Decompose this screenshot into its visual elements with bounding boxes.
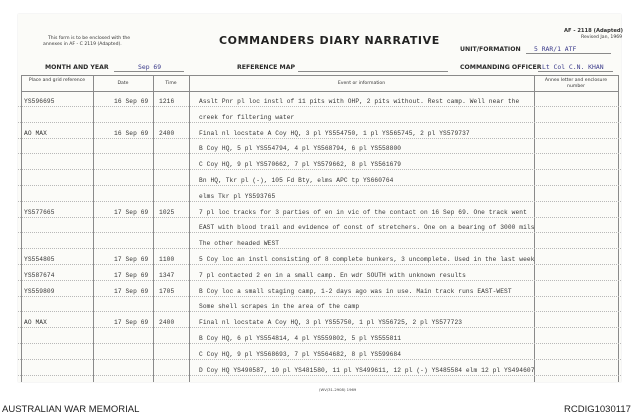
row-rule (18, 327, 621, 328)
row-event: 7 pl loc tracks for 3 parties of en in vic of the contact on 16 Sep 69. One track went (199, 208, 527, 216)
row-event: EAST with blood trail and evidence of const of stretchers. One on a bearing of 3000 mils (199, 224, 535, 232)
row-rule (18, 138, 621, 139)
footer-record-id: RCDIG1030117 (564, 404, 631, 415)
month-value: Sep 69 (138, 63, 162, 71)
month-label: MONTH AND YEAR (45, 64, 109, 71)
row-place: AO MAX (24, 319, 47, 327)
row-place: YS559809 (24, 287, 55, 295)
row-place: YS554805 (24, 256, 55, 263)
unit-label: UNIT/FORMATION (460, 46, 521, 53)
refmap-label: REFERENCE MAP (237, 64, 296, 71)
row-rule (18, 359, 621, 360)
col-header-date: Date (117, 81, 129, 86)
row-date: 17 Sep 69 (114, 319, 149, 327)
col-header-annex: Annex letter and enclosure number (544, 78, 608, 89)
row-time: 1705 (159, 287, 175, 295)
row-date: 17 Sep 69 (114, 256, 149, 263)
table-header-rule (21, 91, 618, 92)
unit-value: 5 RAR/1 ATF (534, 45, 577, 53)
row-date: 16 Sep 69 (114, 129, 149, 137)
officer-value: Lt Col C.N. KHAN (542, 63, 604, 71)
row-event: Bn HQ, Tkr pl (-), 105 Fd Bty, elms APC tp YS660764 (199, 177, 394, 184)
form-note-line1: This form is to be enclosed with the (48, 36, 131, 41)
form-note-line2: annexes in AF - C 2119 (Adapted). (43, 42, 122, 47)
row-rule (18, 122, 621, 123)
row-date: 17 Sep 69 (114, 208, 149, 216)
row-event: B Coy loc a small staging camp, 1-2 days ago was in use. Main track runs EAST-WEST (199, 287, 512, 295)
row-time: 1347 (159, 271, 175, 279)
row-rule (18, 201, 621, 202)
table-top-rule (21, 75, 618, 76)
col-header-time: Time (165, 81, 177, 86)
refmap-underline (298, 71, 448, 72)
row-time: 2400 (159, 319, 175, 327)
unit-underline (526, 53, 611, 54)
month-underline (114, 71, 184, 72)
row-event: C Coy HQ, 9 pl YS570662, 7 pl YS579662, 8 pl YS561679 (199, 161, 402, 169)
row-rule (18, 375, 621, 376)
row-event: The other headed WEST (199, 240, 280, 248)
row-time: 1025 (159, 208, 175, 216)
row-place: YS596695 (24, 98, 55, 105)
row-rule (18, 232, 621, 233)
row-rule (18, 248, 621, 249)
row-event: B Coy HQ, 6 pl YS554814, 4 pl YS559802, 5 pl YS555811 (199, 335, 402, 342)
row-event: Some shell scrapes in the area of the camp (199, 303, 360, 311)
row-place: YS587674 (24, 271, 55, 279)
row-rule (18, 106, 621, 107)
print-stamp: (WV/31-2908) 1969 (319, 387, 357, 392)
page-title: COMMANDERS DIARY NARRATIVE (219, 34, 440, 47)
row-rule (18, 217, 621, 218)
row-time: 1100 (159, 256, 175, 263)
row-event: elms Tkr pl YS593765 (199, 192, 276, 200)
row-event: B Coy HQ, 5 pl YS554794, 4 pl YS568794, 6 pl YS558800 (199, 145, 402, 153)
row-rule (18, 280, 621, 281)
row-rule (18, 296, 621, 297)
row-event: 7 pl contacted 2 en in a small camp. En wdr SOUTH with unknown results (199, 271, 466, 279)
row-event: Final nl locstate A Coy HQ, 3 pl YS55750, 1 pl YS56725, 2 pl YS577723 (199, 319, 463, 327)
row-event: C Coy HQ, 9 pl YS568693, 7 pl YS564682, 8 pl YS599684 (199, 350, 402, 358)
col-header-events: Event or information (337, 81, 386, 86)
row-event: creek for filtering water (199, 113, 295, 121)
form-revised: Revised Jan, 1969 (581, 35, 623, 40)
row-time: 1216 (159, 98, 175, 105)
footer-source: AUSTRALIAN WAR MEMORIAL (2, 404, 140, 415)
col-header-place: Place and grid reference (28, 78, 86, 83)
row-rule (18, 311, 621, 312)
row-rule (18, 343, 621, 344)
row-event: Asslt Pnr pl loc instl of 11 pits with OHP, 2 pits without. Rest camp. Well near the (199, 98, 520, 105)
row-place: YS577665 (24, 208, 55, 216)
officer-underline (538, 71, 613, 72)
row-event: D Coy HQ YS490587, 10 pl YS481580, 11 pl YS499611, 12 pl (-) YS485584 elm 12 pl YS494607 (199, 366, 535, 374)
form-id: AF - 2118 (Adapted) (564, 28, 623, 34)
row-date: 16 Sep 69 (114, 98, 149, 105)
row-event: 5 Coy loc an instl consisting of 8 complete bunkers, 3 uncomplete. Used in the last week (199, 256, 535, 263)
diary-sheet (18, 14, 623, 392)
row-event: Final nl locstate A Coy HQ, 3 pl YS554750, 1 pl YS565745, 2 pl YS579737 (199, 129, 470, 137)
row-rule (18, 153, 621, 154)
row-date: 17 Sep 69 (114, 287, 149, 295)
officer-label: COMMANDING OFFICER (460, 64, 542, 71)
row-rule (18, 169, 621, 170)
row-place: AO MAX (24, 129, 47, 137)
row-rule (18, 264, 621, 265)
row-time: 2400 (159, 129, 175, 137)
row-rule (18, 185, 621, 186)
row-date: 17 Sep 69 (114, 271, 149, 279)
